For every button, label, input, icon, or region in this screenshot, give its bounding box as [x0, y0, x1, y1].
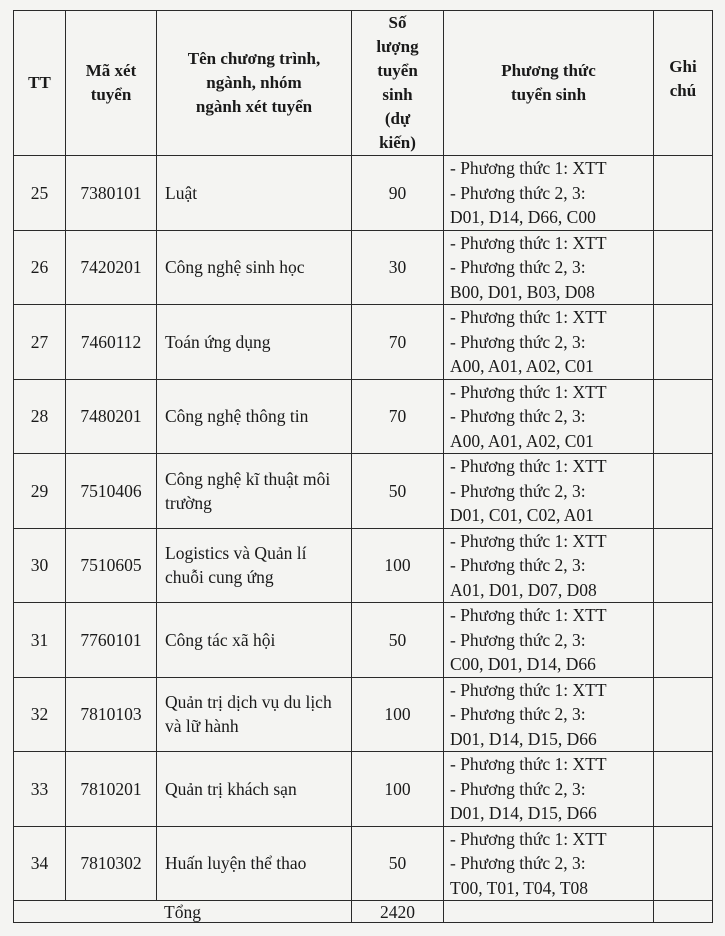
- row-code: 7810103: [66, 677, 157, 752]
- row-method: [444, 826, 654, 901]
- total-note-empty: [654, 901, 713, 923]
- row-tt: 27: [14, 305, 66, 380]
- header-quota: Số lượng tuyển sinh (dự kiến): [352, 11, 444, 156]
- row-method-line-3: B00, D01, B03, D08: [450, 281, 595, 302]
- row-method-line-2: - Phương thức 2, 3:: [450, 853, 586, 873]
- table-row: [14, 528, 713, 603]
- row-code: 7380101: [66, 156, 157, 231]
- row-quota: 100: [352, 752, 444, 827]
- row-method-line-2: - Phương thức 2, 3:: [450, 182, 586, 203]
- header-tt: TT: [14, 11, 66, 156]
- row-quota: 50: [352, 826, 444, 901]
- row-method-line-3: A00, A01, A02, C01: [450, 430, 594, 451]
- row-program-name: Công tác xã hội: [157, 603, 352, 678]
- row-method-line-2: - Phương thức 2, 3:: [450, 555, 586, 575]
- row-program-name: Công nghệ kĩ thuật môi trường: [157, 454, 352, 529]
- table-row: [14, 677, 713, 752]
- row-method-line-3: D01, D14, D15, D66: [450, 803, 597, 823]
- total-value: 2420: [352, 901, 444, 923]
- row-program-name: Huấn luyện thể thao: [157, 826, 352, 901]
- row-method: [444, 528, 654, 603]
- admission-table: [13, 10, 713, 923]
- row-quota: 30: [352, 230, 444, 305]
- row-method-line-2: - Phương thức 2, 3:: [450, 480, 586, 501]
- row-program-name: Công nghệ thông tin: [157, 379, 352, 454]
- admission-table-sheet: [13, 10, 712, 923]
- header-note: Ghi chú: [654, 11, 713, 156]
- row-note: [654, 454, 713, 529]
- header-program-name: Tên chương trình, ngành, nhóm ngành xét tuyển: [157, 11, 352, 156]
- row-program-name: Luật: [157, 156, 352, 231]
- row-quota: 50: [352, 454, 444, 529]
- row-program-name: Công nghệ sinh học: [157, 230, 352, 305]
- table-row: [14, 230, 713, 305]
- total-label: Tổng: [14, 901, 352, 923]
- row-note: [654, 603, 713, 678]
- row-note: [654, 826, 713, 901]
- row-note: [654, 379, 713, 454]
- row-note: [654, 677, 713, 752]
- table-row: [14, 305, 713, 380]
- row-program-name: Toán ứng dụng: [157, 305, 352, 380]
- row-note: [654, 156, 713, 231]
- row-quota: 100: [352, 528, 444, 603]
- row-tt: 33: [14, 752, 66, 827]
- header-row: [14, 11, 713, 156]
- row-tt: 26: [14, 230, 66, 305]
- row-method-line-2: - Phương thức 2, 3:: [450, 257, 586, 277]
- row-quota: 50: [352, 603, 444, 678]
- row-note: [654, 305, 713, 380]
- row-method-line-2: - Phương thức 2, 3:: [450, 704, 586, 724]
- row-method-line-3: D01, D14, D15, D66: [450, 728, 597, 749]
- row-method-line-1: - Phương thức 1: XTT: [450, 158, 607, 178]
- row-method: [444, 752, 654, 827]
- row-code: 7510605: [66, 528, 157, 603]
- total-method-empty: [444, 901, 654, 923]
- row-quota: 90: [352, 156, 444, 231]
- total-row: [14, 901, 713, 923]
- row-method-line-1: - Phương thức 1: XTT: [450, 530, 607, 551]
- row-method-line-1: - Phương thức 1: XTT: [450, 381, 607, 402]
- row-tt: 28: [14, 379, 66, 454]
- row-method-line-1: - Phương thức 1: XTT: [450, 754, 607, 774]
- row-program-name: Quản trị dịch vụ du lịch và lữ hành: [157, 677, 352, 752]
- row-method-line-2: - Phương thức 2, 3:: [450, 406, 586, 426]
- header-method: Phương thức tuyển sinh: [444, 11, 654, 156]
- table-row: [14, 156, 713, 231]
- row-method: [444, 379, 654, 454]
- table-row: [14, 454, 713, 529]
- row-method-line-2: - Phương thức 2, 3:: [450, 331, 586, 352]
- row-tt: 34: [14, 826, 66, 901]
- row-program-name: Logistics và Quản lí chuỗi cung ứng: [157, 528, 352, 603]
- row-quota: 70: [352, 379, 444, 454]
- row-note: [654, 230, 713, 305]
- row-method: [444, 230, 654, 305]
- row-quota: 100: [352, 677, 444, 752]
- row-program-name: Quản trị khách sạn: [157, 752, 352, 827]
- row-method-line-1: - Phương thức 1: XTT: [450, 828, 607, 849]
- row-code: 7760101: [66, 603, 157, 678]
- row-method-line-3: A00, A01, A02, C01: [450, 356, 594, 376]
- row-code: 7810201: [66, 752, 157, 827]
- row-method-line-1: - Phương thức 1: XTT: [450, 307, 607, 327]
- row-tt: 29: [14, 454, 66, 529]
- table-row: [14, 752, 713, 827]
- row-tt: 30: [14, 528, 66, 603]
- row-method-line-3: T00, T01, T04, T08: [450, 877, 589, 898]
- row-method-line-3: D01, C01, C02, A01: [450, 505, 594, 525]
- table-row: [14, 379, 713, 454]
- row-method-line-1: - Phương thức 1: XTT: [450, 456, 607, 476]
- row-method-line-3: C00, D01, D14, D66: [450, 654, 596, 674]
- row-method: [444, 305, 654, 380]
- row-method: [444, 156, 654, 231]
- header-code: Mã xét tuyển: [66, 11, 157, 156]
- row-tt: 25: [14, 156, 66, 231]
- table-row: [14, 603, 713, 678]
- row-note: [654, 528, 713, 603]
- row-note: [654, 752, 713, 827]
- row-method: [444, 603, 654, 678]
- table-row: [14, 826, 713, 901]
- row-method-line-2: - Phương thức 2, 3:: [450, 629, 586, 650]
- row-code: 7420201: [66, 230, 157, 305]
- row-method: [444, 454, 654, 529]
- row-code: 7810302: [66, 826, 157, 901]
- row-quota: 70: [352, 305, 444, 380]
- row-method: [444, 677, 654, 752]
- row-tt: 31: [14, 603, 66, 678]
- row-code: 7460112: [66, 305, 157, 380]
- row-method-line-2: - Phương thức 2, 3:: [450, 778, 586, 799]
- row-method-line-1: - Phương thức 1: XTT: [450, 605, 607, 625]
- row-code: 7510406: [66, 454, 157, 529]
- row-tt: 32: [14, 677, 66, 752]
- row-code: 7480201: [66, 379, 157, 454]
- row-method-line-3: D01, D14, D66, C00: [450, 207, 596, 227]
- row-method-line-1: - Phương thức 1: XTT: [450, 232, 607, 253]
- row-method-line-3: A01, D01, D07, D08: [450, 579, 597, 600]
- row-method-line-1: - Phương thức 1: XTT: [450, 679, 607, 700]
